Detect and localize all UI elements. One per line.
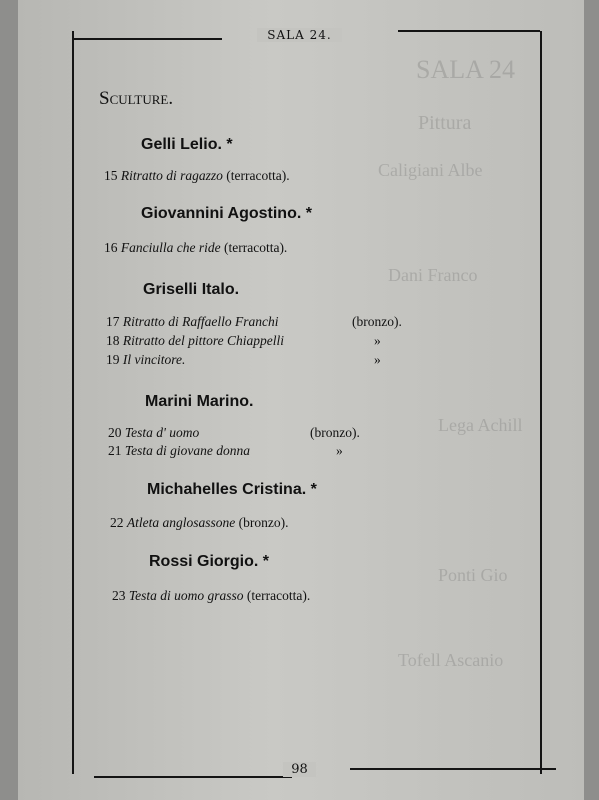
entry-number: 17 <box>106 314 120 329</box>
entry-title: Il vincitore. <box>122 352 186 367</box>
entry-material: (bronzo). <box>352 314 402 329</box>
entry-material: » <box>374 333 381 348</box>
catalog-entry <box>104 240 287 256</box>
entry-number: 15 <box>104 168 118 183</box>
page-header <box>0 28 599 42</box>
show-through-subheading: Pittura <box>418 112 472 134</box>
entry-title: Testa d' uomo <box>124 425 200 440</box>
catalog-entry <box>106 333 381 349</box>
page-header-text: SALA 24. <box>257 28 341 42</box>
entry-material: (bronzo). <box>310 425 360 440</box>
catalog-entry <box>108 443 343 459</box>
show-through-artist: Tofell Ascanio <box>398 650 504 670</box>
entry-number: 22 <box>110 515 124 530</box>
catalog-entry <box>106 352 381 368</box>
catalog-entry <box>110 515 288 531</box>
entry-number: 19 <box>106 352 120 367</box>
page-number-text: 98 <box>283 762 316 777</box>
entry-number: 18 <box>106 333 120 348</box>
artist-heading: Michahelles Cristina. * <box>147 481 317 498</box>
entry-material: (terracotta). <box>223 240 288 255</box>
entry-number: 21 <box>108 443 122 458</box>
artist-heading: Griselli Italo. <box>143 281 240 298</box>
catalog-entry <box>112 588 310 604</box>
entry-number: 16 <box>104 240 118 255</box>
entry-title: Ritratto di Raffaello Franchi <box>122 314 279 329</box>
entry-material: (terracotta). <box>246 588 311 603</box>
entry-material: (bronzo). <box>238 515 289 530</box>
catalog-entry <box>104 168 290 184</box>
catalog-entry <box>108 425 360 441</box>
show-through-artist: Caligiani Albe <box>378 160 483 180</box>
entry-material: » <box>374 352 381 367</box>
entry-number: 20 <box>108 425 122 440</box>
artist-heading: Marini Marino. <box>145 393 254 410</box>
artist-heading: Giovannini Agostino. * <box>141 205 312 222</box>
show-through-artist: Ponti Gio <box>438 565 508 585</box>
entry-title: Testa di uomo grasso <box>128 588 244 603</box>
page-number <box>0 762 599 777</box>
entry-material: » <box>336 443 343 458</box>
entry-number: 23 <box>112 588 126 603</box>
entry-title: Ritratto di ragazzo <box>120 168 223 183</box>
entry-title: Ritratto del pittore Chiappelli <box>122 333 284 348</box>
show-through-artist: Lega Achill <box>438 415 523 435</box>
entry-title: Fanciulla che ride <box>120 240 221 255</box>
show-through-heading: SALA 24 <box>416 55 515 84</box>
entry-title: Atleta anglosassone <box>126 515 236 530</box>
section-title: Sculture. <box>99 88 174 109</box>
artist-heading: Gelli Lelio. * <box>141 136 233 153</box>
entry-title: Testa di giovane donna <box>124 443 251 458</box>
show-through-artist: Dani Franco <box>388 265 478 285</box>
entry-material: (terracotta). <box>226 168 290 183</box>
catalog-entry <box>106 314 402 330</box>
artist-heading: Rossi Giorgio. * <box>149 553 270 570</box>
